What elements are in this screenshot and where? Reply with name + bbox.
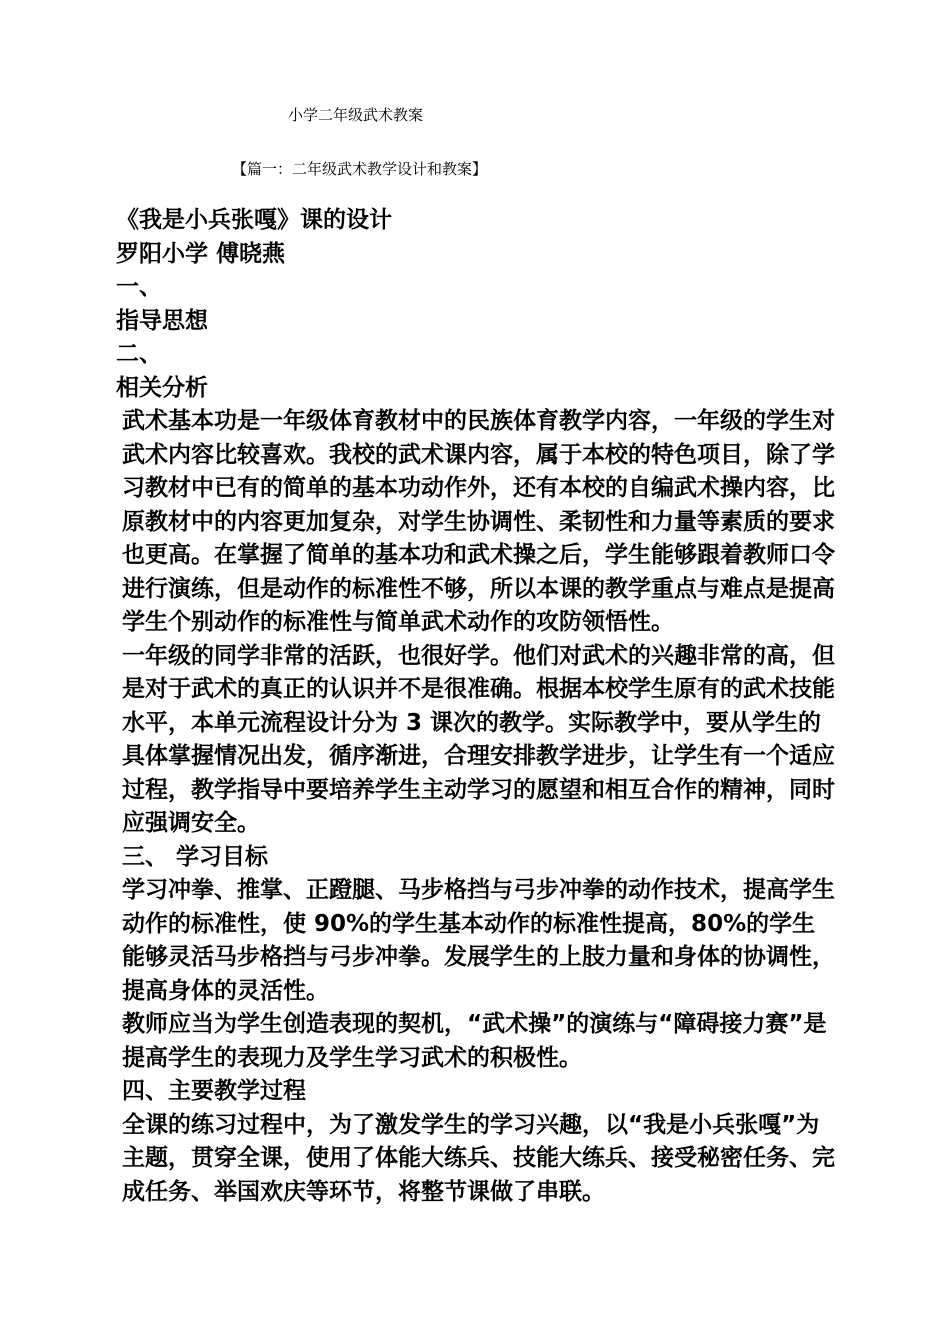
section-heading: 【篇一：二年级武术教学设计和教案】	[232, 160, 488, 178]
document-header-title: 小学二年级武术教案	[288, 106, 424, 124]
heading-3: 三、 学习目标	[122, 843, 269, 870]
paragraph-process: 全课的练习过程中，为了激发学生的学习兴趣，以“我是小兵张嘎”为主题，贯穿全课，使用了体能大练兵、技能大练兵、接受秘密任务、完成任务、举国欢庆等环节，将整节课做了串联。	[122, 1111, 835, 1205]
document-body	[116, 204, 836, 1209]
paragraph-analysis-2: 一年级的同学非常的活跃，也很好学。他们对武术的兴趣非常的高，但是对于武术的真正的认识并不是很准确。根据本校学生原有的武术技能水平，本单元流程设计分为 3 课次的教学。实际教学中，要从学生的具体掌握情况出发，循序渐进，合理安排教学进步，让学生有一个适应过程，教学指导中要培养学生主动学习的愿望和相互合作的精神，同时应强调安全。	[122, 642, 835, 836]
paragraph-analysis-1: 武术基本功是一年级体育教材中的民族体育教学内容，一年级的学生对武术内容比较喜欢。我校的武术课内容，属于本校的特色项目，除了学习教材中已有的简单的基本功动作外，还有本校的自编武术操内容，比原教材中的内容更加复杂，对学生协调性、柔韧性和力量等素质的要求也更高。在掌握了简单的基本功和武术操之后，学生能够跟着教师口令进行演练，但是动作的标准性不够，所以本课的教学重点与难点是提高学生个别动作的标准性与简单武术动作的攻防领悟性。	[122, 408, 835, 635]
paragraph-goals-2: 教师应当为学生创造表现的契机，“武术操”的演练与“障碍接力赛”是提高学生的表现力及学生学习武术的积极性。	[122, 1011, 827, 1071]
heading-1-text: 指导思想	[116, 307, 208, 334]
lesson-title: 《我是小兵张嘎》课的设计	[116, 207, 392, 233]
heading-1-number: 一、	[116, 274, 162, 300]
heading-2-number: 二、	[116, 341, 162, 367]
heading-2-text: 相关分析	[116, 374, 208, 401]
author-line: 罗阳小学 傅晓燕	[116, 240, 286, 267]
paragraph-goals-1: 学习冲拳、推掌、正蹬腿、马步格挡与弓步冲拳的动作技术，提高学生动作的标准性，使 90%的学生基本动作的标准性提高，80%的学生能够灵活马步格挡与弓步冲拳。发展学生的上肢力量和身体的协调性，提高身体的灵活性。	[122, 877, 835, 1004]
heading-4: 四、主要教学过程	[122, 1078, 306, 1104]
